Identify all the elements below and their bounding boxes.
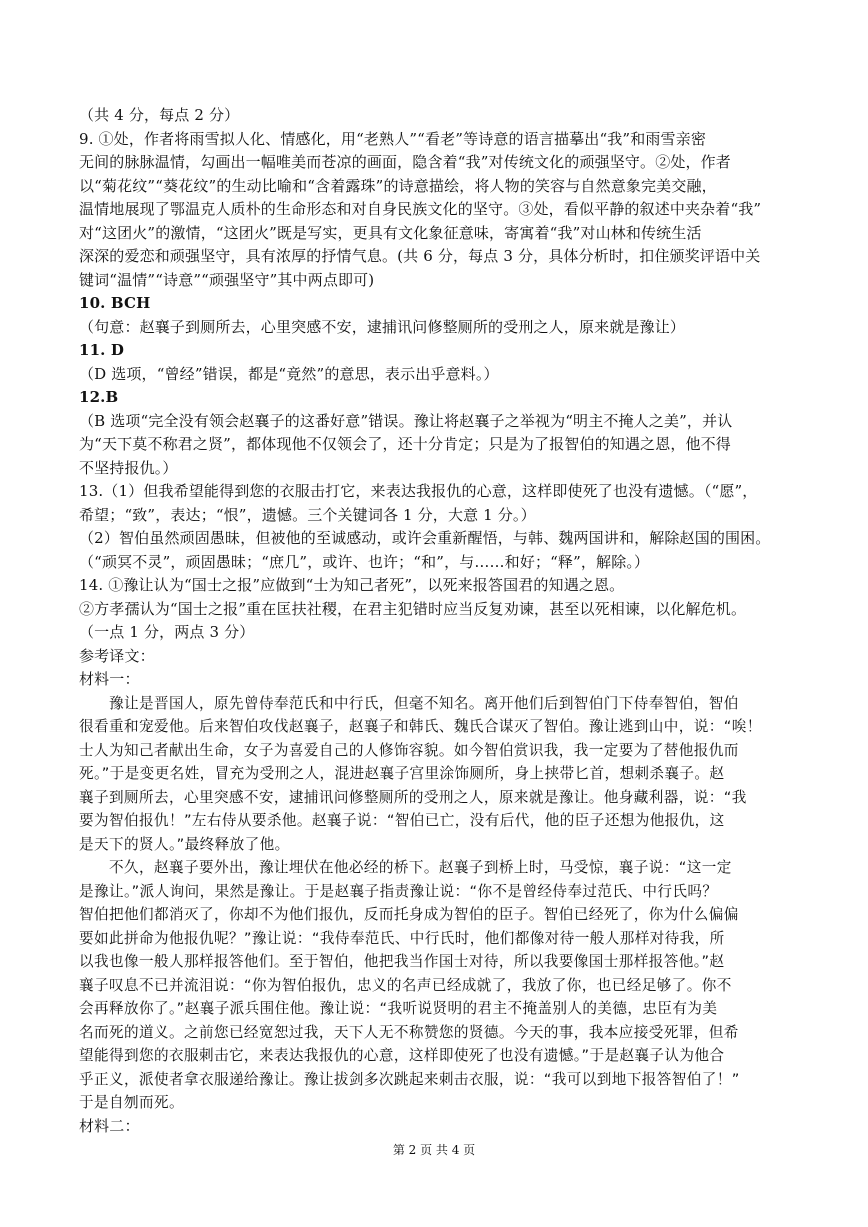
q13-answer — [79, 480, 791, 574]
q14-answer — [79, 574, 791, 645]
translation-line: 名而死的道义。之前您已经宽恕过我，天下人无不称赞您的贤德。今天的事，我本应接受死罪，但希 — [79, 1023, 739, 1041]
translation-line: 于是自刎而死。 — [79, 1094, 184, 1111]
translation-line: 士人为知己者献出生命，女子为喜爱自己的人修饰容貌。如今智伯赏识我，我一定要为了替他报仇而 — [79, 741, 739, 759]
translation-line: 要为智伯报仇！”左右侍从要杀他。赵襄子说：“智伯已亡，没有后代，他的臣子还想为他报仇，这 — [79, 812, 725, 829]
q9-line: 对“这团火”的激情，“这团火”既是写实，更具有文化象征意味，寄寓着“我”对山林和传统生活 — [79, 223, 702, 242]
q13-line: （“顽冥不灵”，顽固愚昧；“庶几”，或许、也许；“和”，与……和好；“释”，解除。） — [79, 552, 650, 571]
translation-line: 望能得到您的衣服刺击它，来表达我报仇的心意，这样即使死了也没有遗憾。”于是赵襄子认为他合 — [79, 1047, 725, 1064]
q10-note: （句意：赵襄子到厕所去，心里突感不安，逮捕讯问修整厕所的受刑之人，原来就是豫让） — [79, 317, 686, 336]
q9-line: 无间的脉脉温情，勾画出一幅唯美而苍凉的画面，隐含着“我”对传统文化的顽强坚守。②处，作者 — [79, 153, 731, 171]
q9-answer — [79, 128, 791, 293]
q9-line: 深深的爱恋和顽强坚守，具有浓厚的抒情气息。(共 6 分，每点 3 分，具体分析时，扣住颁奖评语中关 — [79, 247, 761, 265]
q10-heading: 10. BCH — [79, 294, 151, 312]
translation-line: 乎正义，派使者拿衣服递给豫让。豫让拔剑多次跳起来刺击衣服，说：“我可以到地下报答智伯了！” — [79, 1070, 740, 1088]
translation-line: 智伯把他们都消灭了，你却不为他们报仇，反而托身成为智伯的臣子。智伯已经死了，你为什么偏偏 — [79, 906, 739, 923]
translation-line: 是豫让。”派人询问，果然是豫让。于是赵襄子指责豫让说：“你不是曾经侍奉过范氏、中行氏吗？ — [79, 882, 718, 900]
q12-answer — [79, 410, 791, 481]
translation-line: 是天下的贤人。”最终释放了他。 — [79, 835, 290, 853]
translation-line: 会再释放你了。”赵襄子派兵围住他。豫让说：“我听说贤明的君主不掩盖别人的美德，忠臣有为美 — [79, 1000, 718, 1017]
translation-line: 不久，赵襄子要外出，豫让埋伏在他必经的桥下。赵襄子到桥上时，马受惊，襄子说：“这一定 — [109, 859, 732, 876]
q9-line: 键词“温情”“诗意”“顽强坚守”其中两点即可) — [79, 270, 375, 289]
translation-line: 死。”于是变更名姓，冒充为受刑之人，混进赵襄子宫里涂饰厕所，身上挟带匕首，想刺杀襄子。赵 — [79, 765, 725, 782]
q9-line: 9. ①处，作者将雨雪拟人化、情感化，用“老熟人”“看老”等诗意的语言描摹出“我”和雨雪亲密 — [79, 129, 706, 148]
material-one-paragraph-2 — [79, 856, 791, 1115]
q14-line: 14. ①豫让认为“国士之报”应做到“士为知己者死”，以死来报答国君的知遇之恩。 — [79, 576, 625, 594]
material-one-paragraph-1 — [79, 692, 791, 857]
material-one-heading: 材料一： — [79, 670, 140, 688]
q12-line: （B 选项“完全没有领会赵襄子的这番好意”错误。豫让将赵襄子之举视为“明主不掩人之美”，并认 — [79, 411, 733, 430]
q14-line: ②方孝孺认为“国士之报”重在匡扶社稷，在君主犯错时应当反复劝谏，甚至以死相谏，以化解危机。 — [79, 599, 747, 618]
translation-line: 襄子叹息不已并流泪说：“你为智伯报仇，忠义的名声已经成就了，我放了你，也已经足够了。你不 — [79, 976, 732, 994]
q11-note: （D 选项，“曾经”错误，都是“竟然”的意思，表示出乎意料。） — [79, 364, 499, 383]
q13-line: 希望；“致”，表达；“恨”，遗憾。三个关键词各 1 分，大意 1 分。） — [79, 505, 536, 524]
q9-line: 以“菊花纹”“葵花纹”的生动比喻和“含着露珠”的诗意描绘，将人物的笑容与自然意象完美交融， — [79, 176, 717, 195]
q8-score-note: （共 4 分，每点 2 分） — [79, 106, 240, 124]
q11-heading: 11. D — [79, 341, 125, 359]
translation-line: 襄子到厕所去，心里突感不安，逮捕讯问修整厕所的受刑之人，原来就是豫让。他身藏利器，说：“我 — [79, 788, 747, 806]
answer-content — [79, 104, 791, 1138]
q12-line: 为“天下莫不称君之贤”，都体现他不仅领会了，还十分肯定；只是为了报智伯的知遇之恩，他不得 — [79, 435, 731, 453]
q12-line: 不坚持报仇。） — [79, 458, 178, 477]
translation-line: 很看重和宠爱他。后来智伯攻伐赵襄子，赵襄子和韩氏、魏氏合谋灭了智伯。豫让逃到山中，说：“唉！ — [79, 718, 762, 735]
q14-line: （一点 1 分，两点 3 分） — [79, 623, 255, 641]
material-two-heading: 材料二： — [79, 1116, 140, 1135]
page-number-footer: 第 2 页 共 4 页 — [392, 1143, 476, 1157]
q13-line: （2）智伯虽然顽固愚昧，但被他的至诚感动，或许会重新醒悟，与韩、魏两国讲和，解除赵国的围困。 — [79, 529, 771, 547]
q12-heading: 12.B — [79, 388, 119, 406]
q13-line: 13.（1）但我希望能得到您的衣服击打它，来表达我报仇的心意，这样即使死了也没有遗憾。（“愿”， — [79, 482, 758, 500]
q9-line: 温情地展现了鄂温克人质朴的生命形态和对自身民族文化的坚守。③处，看似平静的叙述中夹杂着“我” — [79, 200, 762, 218]
translation-line: 以我也像一般人那样报答他们。至于智伯，他把我当作国士对待，所以我要像国士那样报答他。”赵 — [79, 953, 725, 970]
translation-line: 豫让是晋国人，原先曾侍奉范氏和中行氏，但毫不知名。离开他们后到智伯门下侍奉智伯，智伯 — [109, 694, 739, 712]
translation-line: 要如此拼命为他报仇呢？”豫让说：“我侍奉范氏、中行氏时，他们都像对待一般人那样对待我，所 — [79, 929, 725, 947]
reference-translation-heading: 参考译文： — [79, 646, 155, 665]
